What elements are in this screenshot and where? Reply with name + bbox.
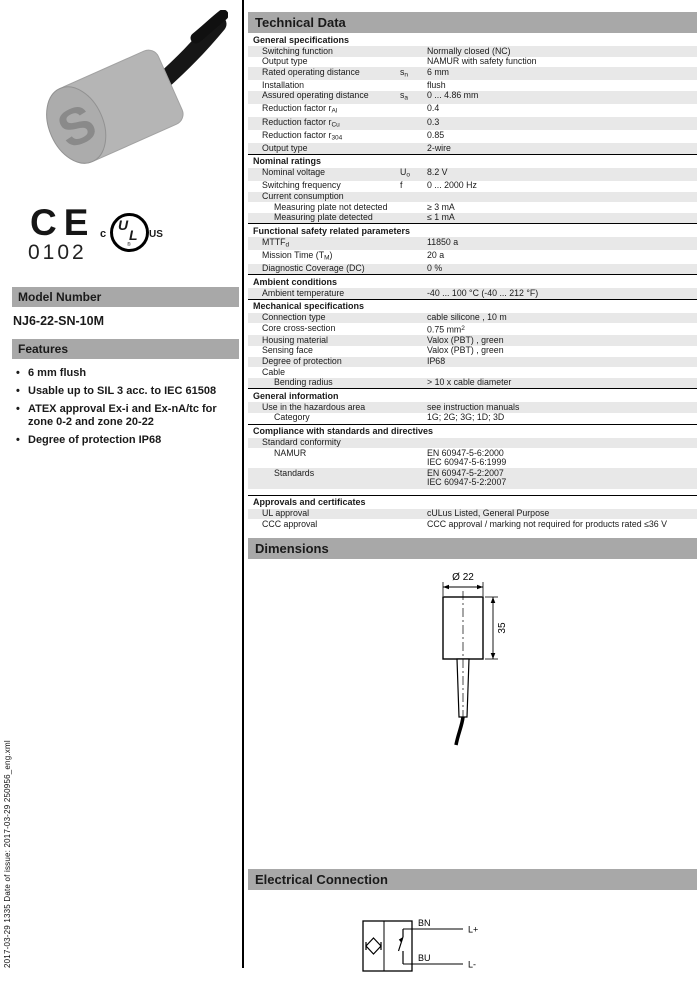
spec-value: EN 60947-5-6:2000 IEC 60947-5-6:1999 xyxy=(427,447,507,468)
spec-row xyxy=(248,346,697,357)
spec-label: Switching frequency xyxy=(262,180,341,191)
spec-row xyxy=(248,192,697,203)
spec-label: Degree of protection xyxy=(262,356,342,367)
spec-section-title: General information xyxy=(248,388,697,402)
ul-letter-u: U xyxy=(118,217,129,233)
spec-section xyxy=(248,299,697,389)
spec-symbol xyxy=(400,264,427,274)
spec-value xyxy=(427,438,697,448)
spec-row xyxy=(248,402,697,413)
ul-registered-symbol: ® xyxy=(127,242,131,248)
spec-value: 0 ... 2000 Hz xyxy=(427,180,477,191)
spec-label: Housing material xyxy=(262,334,329,345)
spec-row xyxy=(248,438,697,449)
spec-label: Measuring plate detected xyxy=(274,212,373,223)
spec-value: 2-wire xyxy=(427,142,451,153)
spec-row xyxy=(248,288,697,299)
spec-row xyxy=(248,117,697,130)
spec-value: ≥ 3 mA xyxy=(427,201,455,212)
spec-value: 0.4 xyxy=(427,103,440,114)
spec-symbol xyxy=(400,520,427,530)
spec-value: 0.3 xyxy=(427,116,440,127)
spec-section-title: Nominal ratings xyxy=(248,154,697,168)
left-column xyxy=(0,0,242,968)
spec-row xyxy=(248,367,697,378)
ul-letter-l: L xyxy=(129,227,138,243)
l-plus-terminal-label: L+ xyxy=(468,924,479,935)
spec-label: Switching function xyxy=(262,45,333,56)
spec-symbol xyxy=(400,378,427,388)
spec-symbol xyxy=(400,213,427,223)
technical-data-table xyxy=(248,33,697,530)
electrical-connection-header: Electrical Connection xyxy=(248,869,697,890)
feature-text: ATEX approval Ex-i and Ex-nA/tc for zone 0-2 and zone 20-22 xyxy=(28,403,217,428)
bullet-icon: • xyxy=(16,434,20,446)
feature-text: Degree of protection IP68 xyxy=(28,434,162,446)
spec-label: Core cross-section xyxy=(262,322,336,333)
spec-label: Bending radius xyxy=(274,377,333,388)
spec-row xyxy=(248,168,697,181)
spec-symbol xyxy=(400,47,427,57)
spec-row xyxy=(248,313,697,324)
spec-section-title: Compliance with standards and directives xyxy=(248,424,697,438)
spec-symbol xyxy=(400,238,427,250)
product-photo xyxy=(10,10,228,198)
feature-item xyxy=(14,403,232,429)
spec-symbol xyxy=(400,357,427,367)
spec-value: 11850 a xyxy=(427,236,459,247)
spec-value: see instruction manuals xyxy=(427,401,520,412)
spec-label: Reduction factor $r_{304}$ xyxy=(262,129,343,142)
spec-label: Mission Time $(T_M)$ xyxy=(262,249,333,262)
spec-label: Rated operating distance xyxy=(262,66,360,77)
cul-us-mark-icon xyxy=(98,213,164,255)
spec-label: $MTTF_d$ xyxy=(262,236,290,249)
dimensions-drawing-area xyxy=(248,559,697,869)
feature-item xyxy=(14,434,232,447)
right-column xyxy=(248,12,697,1002)
spec-row xyxy=(248,378,697,389)
l-minus-terminal-label: L- xyxy=(468,959,477,970)
spec-label: Connection type xyxy=(262,312,326,323)
ce-notified-body-number: 0102 xyxy=(28,241,87,264)
spec-row xyxy=(248,519,697,530)
spec-symbol: $s_a$ xyxy=(400,90,409,102)
spec-value: 8.2 V xyxy=(427,167,448,178)
spec-label: Use in the hazardous area xyxy=(262,401,366,412)
spec-row xyxy=(248,130,697,143)
spec-label: Standards xyxy=(274,467,315,478)
spec-value: IP68 xyxy=(427,356,446,367)
spec-label: Reduction factor $r_{Cu}$ xyxy=(262,116,340,129)
spec-row xyxy=(248,250,697,263)
ul-circle-icon xyxy=(110,213,149,252)
bn-wire-label: BN xyxy=(418,917,431,928)
spec-row xyxy=(248,91,697,104)
spec-symbol xyxy=(400,131,427,143)
dimensions-header: Dimensions xyxy=(248,538,697,559)
spec-row xyxy=(248,448,697,468)
spec-label: Category xyxy=(274,412,310,423)
spec-section xyxy=(248,495,697,530)
bu-wire-label: BU xyxy=(418,952,431,963)
features-header: Features xyxy=(12,339,239,359)
ul-us-letters: US xyxy=(149,229,163,240)
spec-symbol: $s_n$ xyxy=(400,66,409,79)
spec-label: Assured operating distance xyxy=(262,90,369,101)
spec-row xyxy=(248,213,697,224)
spec-value: 1G; 2G; 3G; 1D; 3D xyxy=(427,412,505,423)
document-issue-side-text: 2017-03-29 1335 Date of issue: 2017-03-29 250956_eng.xml xyxy=(3,740,12,968)
spec-label: Standard conformity xyxy=(262,437,341,448)
spec-symbol xyxy=(400,413,427,423)
spec-symbol xyxy=(400,469,427,488)
spec-label: Cable xyxy=(262,366,285,377)
spec-label: UL approval xyxy=(262,508,310,518)
spec-section xyxy=(248,154,697,223)
model-number-header: Model Number xyxy=(12,287,239,307)
spec-label: Output type xyxy=(262,56,308,67)
spec-row xyxy=(248,323,697,335)
spec-row xyxy=(248,264,697,275)
bullet-icon: • xyxy=(16,367,20,379)
sensor-face-letter: S xyxy=(49,93,105,161)
spec-row xyxy=(248,335,697,346)
spec-label: Measuring plate not detected xyxy=(274,201,388,212)
spec-value: Valox (PBT) , green xyxy=(427,334,504,345)
spec-row xyxy=(248,67,697,80)
spec-row xyxy=(248,413,697,424)
feature-item xyxy=(14,367,232,380)
spec-symbol xyxy=(400,449,427,468)
spec-row xyxy=(248,80,697,91)
spec-label: Sensing face xyxy=(262,345,313,356)
ul-canada-letter: c xyxy=(100,228,107,240)
spec-value: Normally closed (NC) xyxy=(427,45,511,56)
spec-row xyxy=(248,143,697,154)
model-number-value: NJ6-22-SN-10M xyxy=(13,314,105,328)
wiring-diagram xyxy=(355,912,525,987)
spec-symbol xyxy=(400,144,427,154)
spec-value: 20 a xyxy=(427,249,445,260)
spec-row xyxy=(248,104,697,117)
spec-value xyxy=(427,368,697,378)
feature-text: Usable up to SIL 3 acc. to IEC 61508 xyxy=(28,385,217,397)
spec-value: EN 60947-5-2:2007 IEC 60947-5-2:2007 xyxy=(427,467,507,488)
spec-value: CCC approval / marking not required for products rated ≤36 V xyxy=(427,518,668,529)
spec-value: cable silicone , 10 m xyxy=(427,312,507,323)
spec-value: 0 ... 4.86 mm xyxy=(427,90,479,101)
height-dimension-label: 35 xyxy=(497,622,508,634)
spec-value xyxy=(427,192,697,202)
spec-symbol xyxy=(400,203,427,213)
features-list xyxy=(14,367,232,452)
spec-symbol xyxy=(400,336,427,346)
spec-label: Nominal voltage xyxy=(262,167,326,178)
spec-label: Installation xyxy=(262,79,305,90)
spec-label: Reduction factor $r_{Al}$ xyxy=(262,103,338,115)
bullet-icon: • xyxy=(16,385,20,397)
spec-value: ≤ 1 mA xyxy=(427,212,455,223)
spec-section xyxy=(248,33,697,154)
spec-label: CCC approval xyxy=(262,518,318,529)
spec-value: > 10 x cable diameter xyxy=(427,377,512,388)
bullet-icon: • xyxy=(16,403,20,415)
spec-value: 0 % xyxy=(427,263,443,273)
spec-symbol xyxy=(400,251,427,263)
spec-row xyxy=(248,46,697,57)
spec-section xyxy=(248,223,697,274)
spec-value: cULus Listed, General Purpose xyxy=(427,508,550,518)
spec-symbol xyxy=(400,289,427,299)
feature-item xyxy=(14,385,232,398)
diameter-dimension-label: Ø 22 xyxy=(452,571,474,583)
spec-row xyxy=(248,57,697,68)
spec-row xyxy=(248,509,697,520)
spec-row xyxy=(248,357,697,368)
spec-symbol xyxy=(400,509,427,519)
spec-section-title: General specifications xyxy=(253,34,350,45)
spec-symbol xyxy=(400,313,427,323)
spec-value: NAMUR with safety function xyxy=(427,56,537,67)
spec-section xyxy=(248,424,697,489)
feature-text: 6 mm flush xyxy=(28,367,87,379)
spec-row xyxy=(248,202,697,213)
technical-data-header: Technical Data xyxy=(248,12,697,33)
spec-symbol xyxy=(400,368,427,378)
spec-section xyxy=(248,388,697,423)
dimension-drawing xyxy=(434,565,564,765)
spec-label: Current consumption xyxy=(262,191,344,202)
spec-label: Diagnostic Coverage (DC) xyxy=(262,263,365,273)
spec-value: 0.75 $mm^2$ xyxy=(427,324,465,335)
spec-value: Valox (PBT) , green xyxy=(427,345,504,356)
spec-section-title: Functional safety related parameters xyxy=(248,223,697,237)
spec-row xyxy=(248,181,697,192)
spec-symbol xyxy=(400,104,427,116)
spec-label: NAMUR xyxy=(274,447,307,458)
cable-outline xyxy=(456,717,463,745)
spec-symbol xyxy=(400,81,427,91)
spec-symbol xyxy=(400,57,427,67)
spec-symbol xyxy=(400,324,427,335)
spec-label: Ambient temperature xyxy=(262,287,345,298)
spec-row xyxy=(248,237,697,250)
spec-section-title: Ambient conditions xyxy=(248,274,697,288)
spec-symbol: $U_o$ xyxy=(400,167,410,179)
spec-value: 6 mm xyxy=(427,66,449,77)
spec-row xyxy=(248,468,697,488)
spec-symbol xyxy=(400,438,427,448)
spec-value: -40 ... 100 °C (-40 ... 212 °F) xyxy=(427,287,539,298)
spec-symbol xyxy=(400,403,427,413)
column-divider-line xyxy=(242,0,244,968)
spec-value: 0.85 xyxy=(427,129,445,140)
spec-symbol xyxy=(400,192,427,202)
spec-symbol: f xyxy=(400,180,403,191)
spec-label: Output type xyxy=(262,142,308,153)
spec-value: flush xyxy=(427,79,446,90)
spec-symbol xyxy=(400,346,427,356)
spec-symbol xyxy=(400,118,427,130)
spec-section-title: Approvals and certificates xyxy=(248,495,697,509)
spec-section-title: Mechanical specifications xyxy=(248,299,697,313)
spec-section xyxy=(248,274,697,299)
ce-mark-icon: CE xyxy=(30,202,96,243)
electrical-diagram-area xyxy=(248,890,697,1002)
